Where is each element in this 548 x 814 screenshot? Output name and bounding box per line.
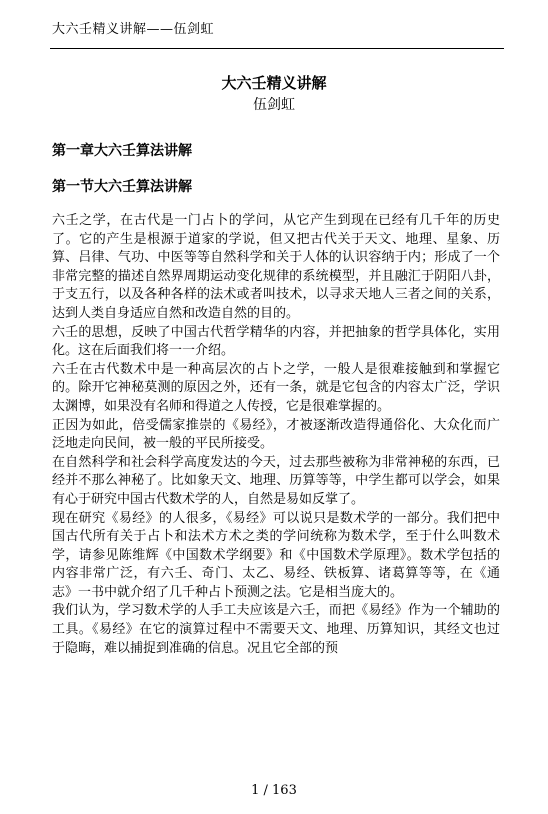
- chapter-heading: 第一章大六壬算法讲解: [52, 143, 192, 159]
- paragraph: 在自然科学和社会科学高度发达的今天，过去那些被称为非常神秘的东西，已经并不那么神秘了。比如象天文、地理、历算等等，中学生都可以学会，如果有心于研究中国古代数术学的人，自然是易如反掌了。: [52, 454, 500, 507]
- paragraph: 六壬的思想，反映了中国古代哲学精华的内容，并把抽象的哲学具体化，实用化。这在后面我们将一一介绍。: [52, 324, 500, 359]
- running-head: 大六壬精义讲解——伍剑虹: [52, 22, 215, 37]
- body-text: [52, 212, 500, 658]
- paragraph: 六壬在古代数术中是一种高层次的占卜之学，一般人是很难接触到和掌握它的。除开它神秘莫测的原因之外，还有一条，就是它包含的内容太广泛，学识太渊博，如果没有名师和得道之人传授，它是很难掌握的。: [52, 361, 500, 414]
- paragraph: 正因为如此，倍受儒家推崇的《易经》，才被逐渐改造得通俗化、大众化而广泛地走向民间，被一般的平民所接受。: [52, 417, 500, 452]
- header-divider: [50, 48, 504, 49]
- page-number: 1 / 163: [251, 783, 297, 798]
- document-author: 伍剑虹: [253, 97, 295, 113]
- paragraph: 现在研究《易经》的人很多，《易经》可以说只是数术学的一部分。我们把中国古代所有关于占卜和法术方术之类的学问统称为数术学，至于什么叫数术学，请参见陈维辉《中国数术学纲要》和《中国数术学原理》。数术学包括的内容非常广泛，有六壬、奇门、太乙、易经、铁板算、诸葛算等等，在《通志》一书中就介绍了几千种占卜预测之法。它是相当庞大的。: [52, 510, 500, 600]
- section-heading: 第一节大六壬算法讲解: [52, 179, 192, 195]
- paragraph: 我们认为，学习数术学的人手工夫应该是六壬，而把《易经》作为一个辅助的工具。《易经》在它的演算过程中不需要天文、地理、历算知识，其经文也过于隐晦，难以捕捉到准确的信息。况且它全部的预: [52, 603, 500, 656]
- paragraph: 六壬之学，在古代是一门占卜的学问，从它产生到现在已经有几千年的历史了。它的产生是根源于道家的学说，但又把古代关于天文、地理、星象、历算、吕律、气功、中医等等自然科学和关于人体的认识容纳于内；形成了一个非常完整的描述自然界周期运动变化规律的系统模型，并且融汇于阴阳八卦，于支五行，以及各种各样的法术或者叫技术，以寻求天地人三者之间的关系，达到人类自身适应自然和改造自然的目的。: [52, 213, 500, 321]
- document-title: 大六壬精义讲解: [221, 74, 327, 92]
